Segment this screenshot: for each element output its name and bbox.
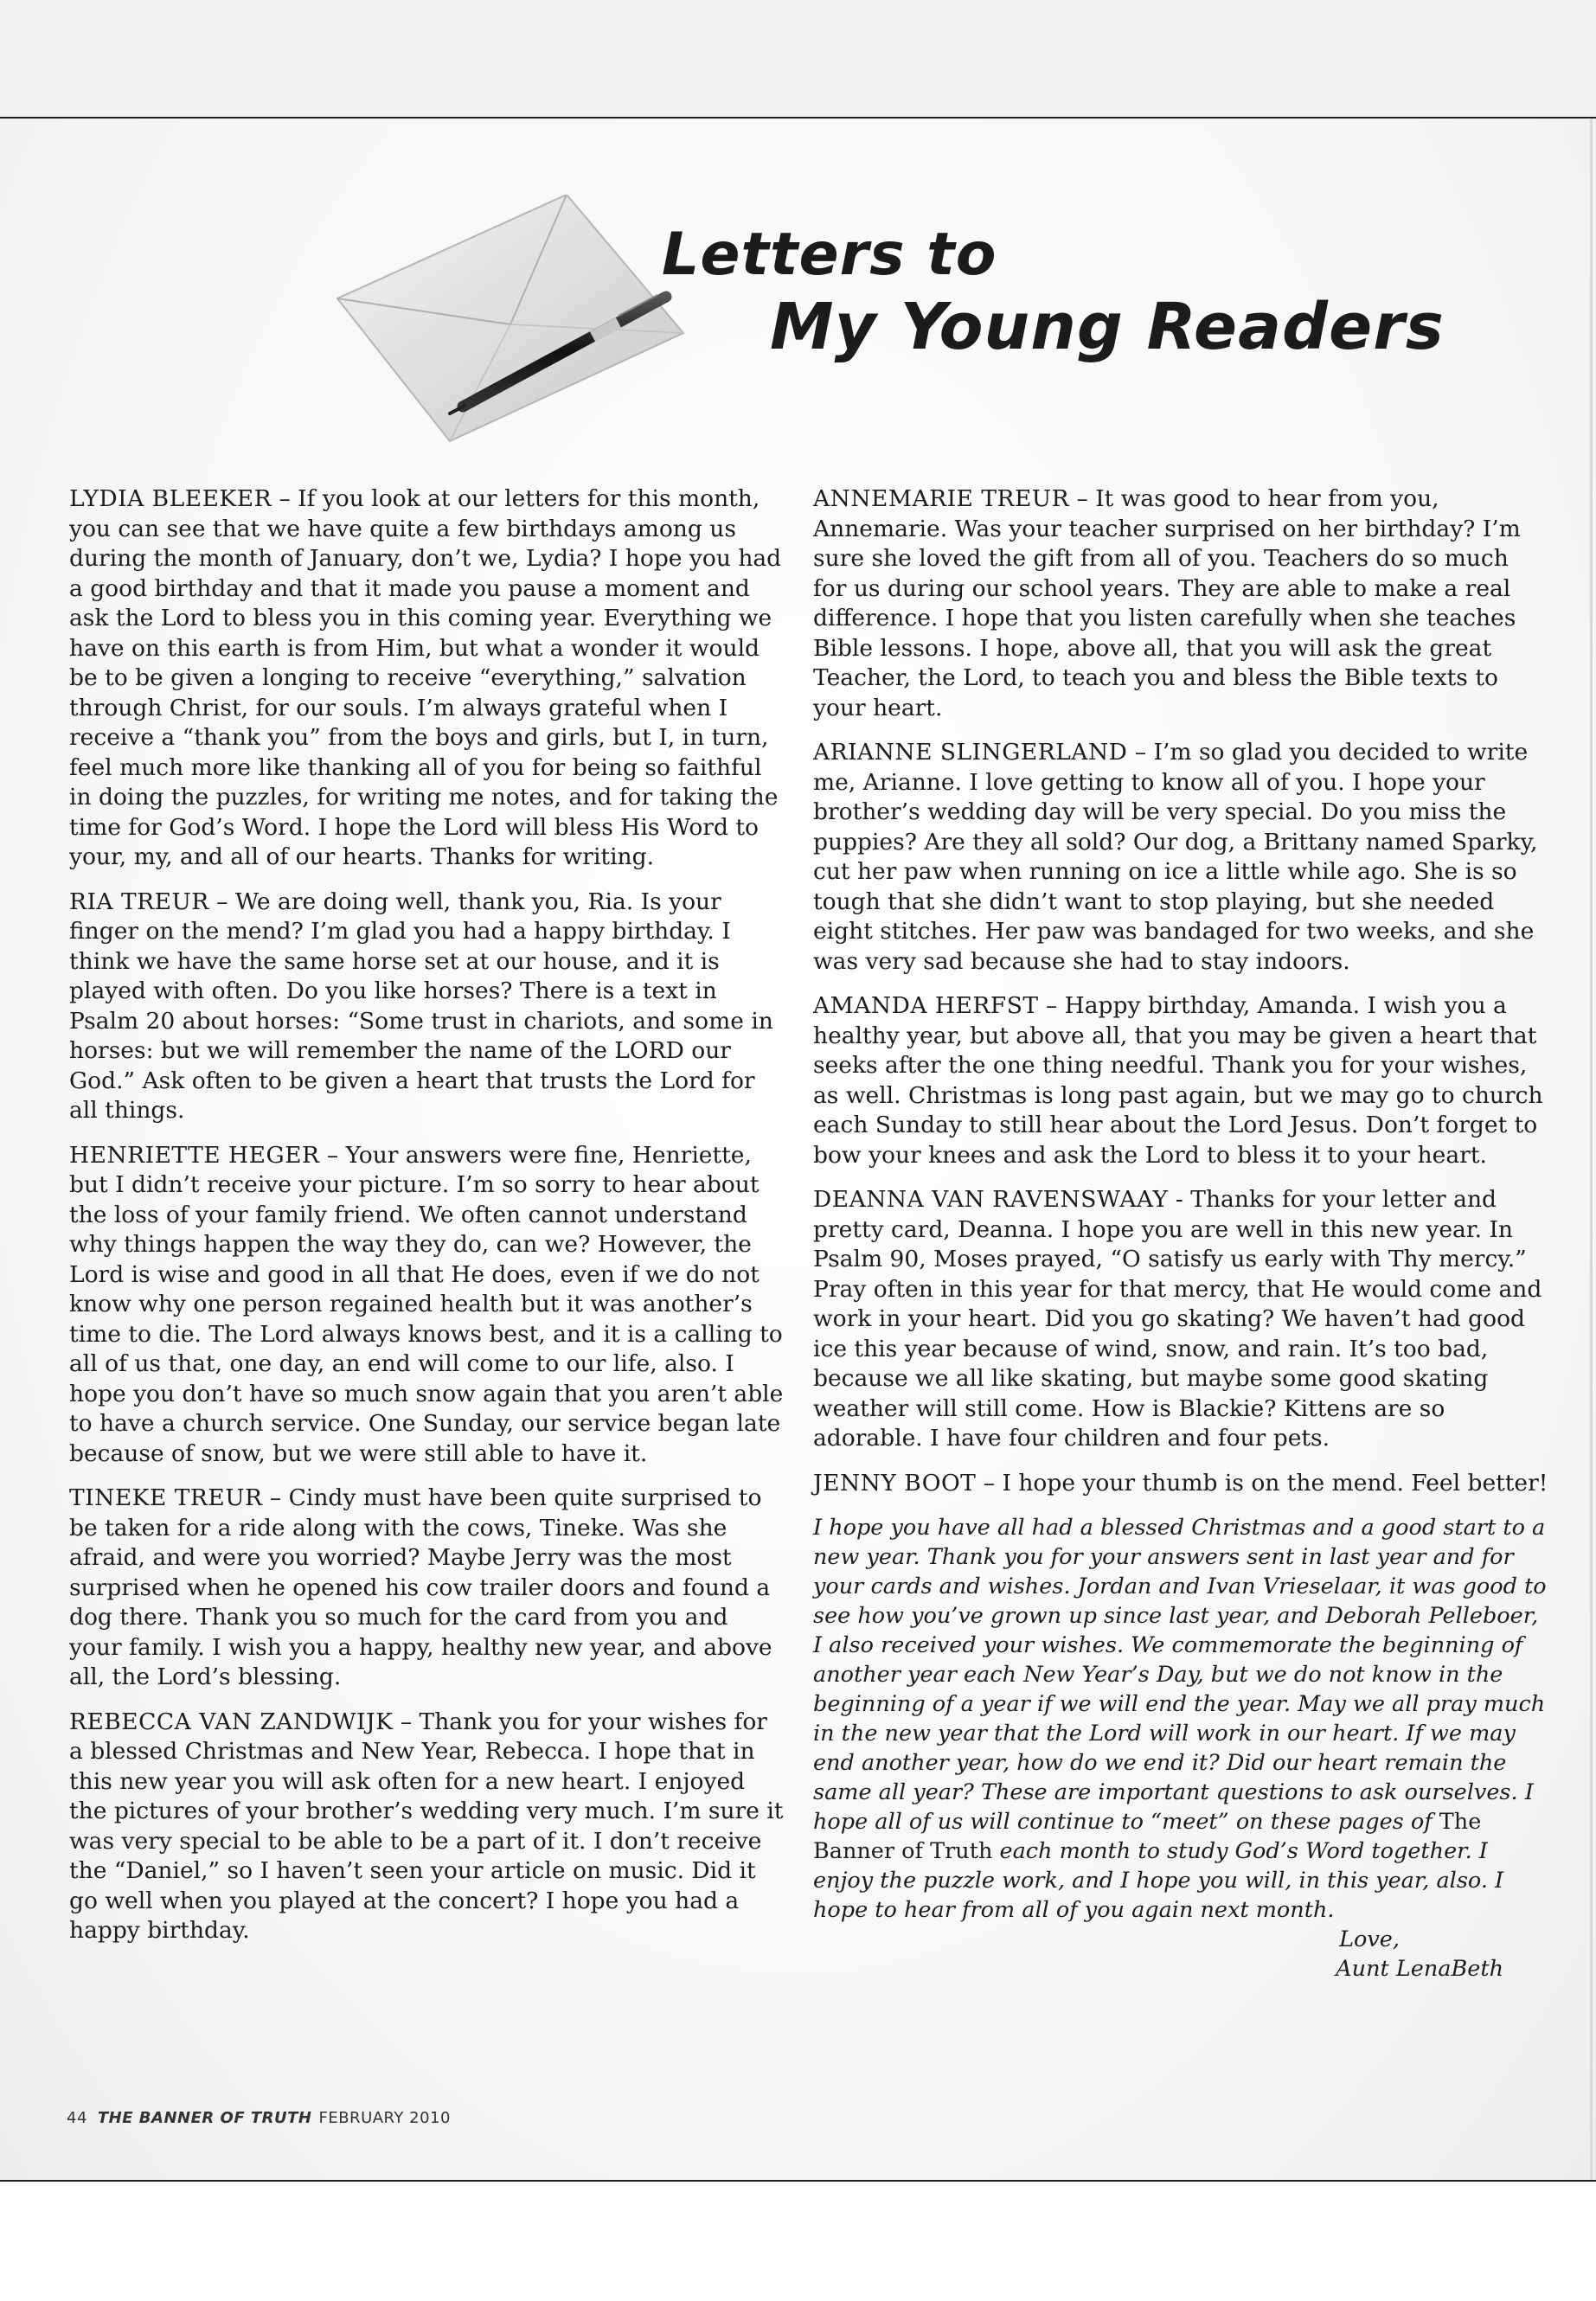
letter: JENNY BOOT – I hope your thumb is on the mend. Feel better! [813,1469,1548,1497]
letter-body: Thanks for your letter and pretty card, Deanna. I hope you are well in this new year. In Psalm 90, Moses prayed, “O satisfy us early with Thy mercy.” Pray often in this year for that mercy, that He would come and work in your heart. Did you go skating? We haven’t had good ice this year because of wind, snow, and rain. It’s too bad, because we all like skating, but maybe some good skating weather will still come. How is Blackie? Kittens are so adorable. I have four children and four pets. [813,1186,1542,1452]
letter-recipient: ARIANNE SLINGERLAND [813,739,1128,766]
page-footer [67,2109,451,2127]
publication-name: The Banner of Truth [813,1809,1482,1864]
letter: DEANNA VAN RAVENSWAAY - Thanks for your letter and pretty card, Deanna. I hope you are well in this new year. In Psalm 90, Moses prayed, “O satisfy us early with Thy mercy.” Pray often in this year for that mercy, that He would come and work in your heart. Did you go skating? We haven’t had good ice this year because of wind, snow, and rain. It’s too bad, because we all like skating, but maybe some good skating weather will still come. How is Blackie? Kittens are so adorable. I have four children and four pets. [813,1186,1542,1452]
letter-body: If you look at our letters for this month, you can see that we have quite a few birthdays among us during the month of January, don’t we, Lydia? I hope you had a good birthday and that it made you pause a moment and ask the Lord to bless you in this coming year. Everything we have on this earth is from Him, but what a wonder it would be to be given a longing to receive “everything,” salvation through Christ, for our souls. I’m always grateful when I receive a “thank you” from the boys and girls, but I, in turn, feel much more like thanking all of you for being so faithful in doing the puzzles, for writing me notes, and for taking the time for God’s Word. I hope the Lord will bless His Word to your, my, and all of our hearts. Thanks for writing. [69,485,782,870]
closing-text-continued: each month to study God’s Word together. I enjoy the puzzle work, and I hope you will, in this year, also. I hope to hear from all of you again next month. [813,1838,1504,1923]
letter-recipient: DEANNA VAN RAVENSWAAY [813,1186,1169,1213]
letter-recipient: TINEKE TREUR [69,1484,263,1511]
letter-body: We are doing well, thank you, Ria. Is your finger on the mend? I’m glad you had a happy birthday. I think we have the same horse set at our house, and it is played with often. Do you like horses? There is a text in Psalm 20 about horses: “Some trust in chariots, and some in horses: but we will remember the name of the LORD our God.” Ask often to be given a heart that trusts the Lord for all things. [69,888,773,1124]
letter: RIA TREUR – We are doing well, thank you, Ria. Is your finger on the mend? I’m glad you had a happy birthday. I think we have the same horse set at our house, and it is played with often. Do you like horses? There is a text in Psalm 20 about horses: “Some trust in chariots, and some in horses: but we will remember the name of the LORD our God.” Ask often to be given a heart that trusts the Lord for all things. [69,888,773,1124]
letter-body: Thank you for your wishes for a blessed Christmas and New Year, Rebecca. I hope that in this new year you will ask often for a new heart. I enjoyed the pictures of your brother’s wedding very much. I’m sure it was very special to be able to be a part of it. I don’t receive the “Daniel,” so I haven’t seen your article on music. Did it go well when you played at the concert? I hope you had a happy birthday. [69,1708,784,1944]
letter-recipient: LYDIA BLEEKER [69,485,272,512]
page-title-line1: Letters to [662,221,997,289]
letter-body: It was good to hear from you, Annemarie. Was your teacher surprised on her birthday? I’m sure she loved the gift from all of you. Teachers do so much for us during our school years. They are able to make a real difference. I hope that you listen carefully when she teaches Bible lessons. I hope, above all, that you will ask the great Teacher, the Lord, to teach you and bless the Bible texts to your heart. [813,485,1521,721]
page-number: 44 [67,2109,87,2127]
letter-recipient: JENNY BOOT [813,1469,977,1497]
letter-recipient: REBECCA VAN ZANDWIJK [69,1708,394,1735]
left-column [69,484,787,1961]
letter-recipient: RIA TREUR [69,888,209,915]
letter: AMANDA HERFST – Happy birthday, Amanda. I wish you a healthy year, but above all, that you may be given a heart that seeks after the one thing needful. Thank you for your wishes, as well. Christmas is long past again, but we may go to church each Sunday to still hear about the Lord Jesus. Don’t forget to bow your knees and ask the Lord to bless it to your heart. [813,992,1543,1169]
footer-issue: FEBRUARY 2010 [318,2109,451,2127]
letter-body: Your answers were fine, Henriette, but I didn’t receive your picture. I’m so sorry to hear about the loss of your family friend. We often cannot understand why things happen the way they do, can we? However, the Lord is wise and good in all that He does, even if we do not know why one person regained health but it was another’s time to die. The Lord always knows best, and it is a calling to all of us that, one day, an end will come to our life, also. I hope you don’t have so much snow again that you aren’t able to have a church service. One Sunday, our service began late because of snow, but we were still able to have it. [69,1141,784,1467]
letter-body: I’m so glad you decided to write me, Arianne. I love getting to know all of you. I hope your brother’s wedding day will be very special. Do you miss the puppies? Are they all sold? Our dog, a Brittany named Sparky, cut her paw when running on ice a little while ago. She is so tough that she didn’t want to stop playing, but she needed eight stitches. Her paw was bandaged for two weeks, and she was very sad because she had to stay indoors. [813,739,1538,975]
letter-recipient: HENRIETTE HEGER [69,1141,320,1169]
letter-recipient: ANNEMARIE TREUR [813,485,1070,512]
letter-body: Cindy must have been quite surprised to be taken for a ride along with the cows, Tineke. Was she afraid, and were you worried? Maybe Jerry was the most surprised when he opened his cow trailer doors and found a dog there. Thank you so much for the card from you and your family. I wish you a happy, healthy new year, and above all, the Lord’s blessing. [69,1484,772,1690]
letter: TINEKE TREUR – Cindy must have been quite surprised to be taken for a ride along with the cows, Tineke. Was she afraid, and were you worried? Maybe Jerry was the most surprised when he opened his cow trailer doors and found a dog there. Thank you so much for the card from you and your family. I wish you a happy, healthy new year, and above all, the Lord’s blessing. [69,1484,772,1690]
letter: REBECCA VAN ZANDWIJK – Thank you for your wishes for a blessed Christmas and New Year, Rebecca. I hope that in this new year you will ask often for a new heart. I enjoyed the pictures of your brother’s wedding very much. I’m sure it was very special to be able to be a part of it. I don’t receive the “Daniel,” so I haven’t seen your article on music. Did it go well when you played at the concert? I hope you had a happy birthday. [69,1708,784,1944]
letter: HENRIETTE HEGER – Your answers were fine, Henriette, but I didn’t receive your picture. I’m so sorry to hear about the loss of your family friend. We often cannot understand why things happen the way they do, can we? However, the Lord is wise and good in all that He does, even if we do not know why one person regained health but it was another’s time to die. The Lord always knows best, and it is a calling to all of us that, one day, an end will come to our life, also. I hope you don’t have so much snow again that you aren’t able to have a church service. One Sunday, our service began late because of snow, but we were still able to have it. [69,1141,784,1467]
bottom-rule [0,2180,1596,2182]
letter: ARIANNE SLINGERLAND – I’m so glad you decided to write me, Arianne. I love getting to know all of you. I hope your brother’s wedding day will be very special. Do you miss the puppies? Are they all sold? Our dog, a Brittany named Sparky, cut her paw when running on ice a little while ago. She is so tough that she didn’t want to stop playing, but she needed eight stitches. Her paw was bandaged for two weeks, and she was very sad because she had to stay indoors. [813,739,1538,975]
page-edge [1590,119,1593,2180]
letter-body: I hope your thumb is on the mend. Feel better! [1002,1469,1548,1497]
signature: Aunt LenaBeth [1336,1956,1503,1982]
closing-message [813,1513,1548,1925]
footer-publication: THE BANNER OF TRUTH [97,2109,312,2127]
envelope-pen-illustration [333,195,696,445]
closing-love: Love, [1339,1926,1400,1952]
top-rule [0,117,1596,119]
letter-body: Happy birthday, Amanda. I wish you a healthy year, but above all, that you may be given a heart that seeks after the one thing needful. Thank you for your wishes, as well. Christmas is long past again, but we may go to church each Sunday to still hear about the Lord Jesus. Don’t forget to bow your knees and ask the Lord to bless it to your heart. [813,992,1543,1169]
letter: ANNEMARIE TREUR – It was good to hear from you, Annemarie. Was your teacher surprised on her birthday? I’m sure she loved the gift from all of you. Teachers do so much for us during our school years. They are able to make a real difference. I hope that you listen carefully when she teaches Bible lessons. I hope, above all, that you will ask the great Teacher, the Lord, to teach you and bless the Bible texts to your heart. [813,485,1521,721]
letter-recipient: AMANDA HERFST [813,992,1039,1019]
letter: LYDIA BLEEKER – If you look at our letters for this month, you can see that we have quite a few birthdays among us during the month of January, don’t we, Lydia? I hope you had a good birthday and that it made you pause a moment and ask the Lord to bless you in this coming year. Everything we have on this earth is from Him, but what a wonder it would be to be given a longing to receive “everything,” salvation through Christ, for our souls. I’m always grateful when I receive a “thank you” from the boys and girls, but I, in turn, feel much more like thanking all of you for being so faithful in doing the puzzles, for writing me notes, and for taking the time for God’s Word. I hope the Lord will bless His Word to your, my, and all of our hearts. Thanks for writing. [69,485,782,870]
right-column [813,484,1548,1984]
page-title-line2: My Young Readers [770,290,1445,364]
closing-text: I hope you have all had a blessed Christmas and a good start to a new year. Thank you for your answers sent in last year and for your cards and wishes. Jordan and Ivan Vrieselaar, it was good to see how you’ve grown up since last year, and Deborah Pelleboer, I also received your wishes. We commemorate the beginning of another year each New Year’s Day, but we do not know in the beginning of a year if we will end the year. May we all pray much in the new year that the Lord will work in our heart. If we may end another year, how do we end it? Did our heart remain the same all year? These are important questions to ask ourselves. I hope all of us will continue to “meet” on these pages of [813,1515,1547,1835]
